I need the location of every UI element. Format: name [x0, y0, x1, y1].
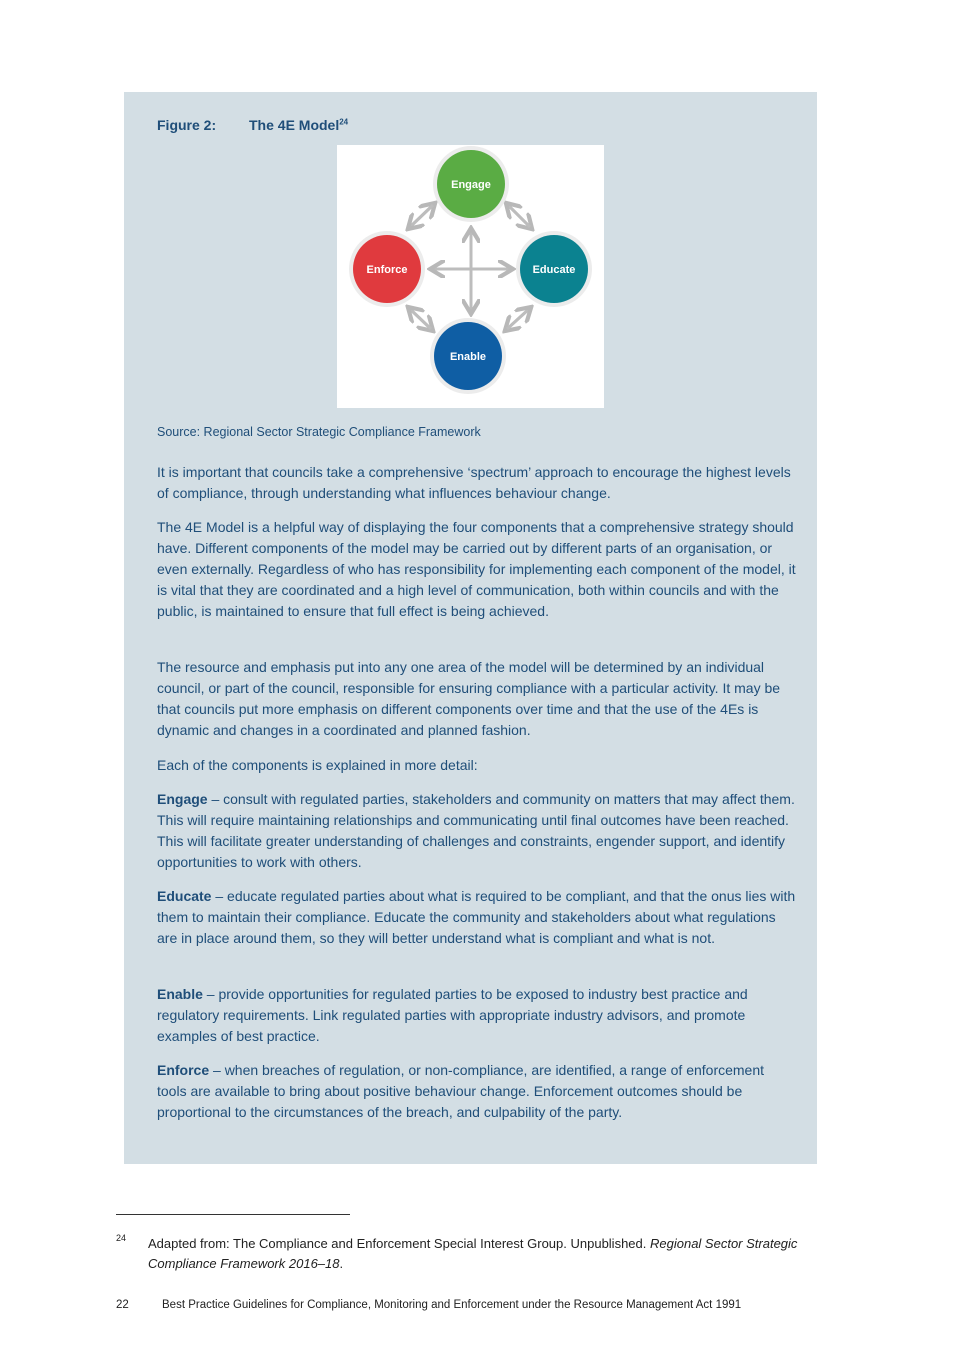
component-enable-term: Enable	[157, 986, 203, 1002]
component-enforce-text: – when breaches of regulation, or non-compliance, are identified, a range of enforcement tools are available to bring about positive behaviour change. Enforcement outcomes should be proportional to the circumstances of the breach, and culpability of the party.	[157, 1062, 765, 1120]
running-footer: Best Practice Guidelines for Compliance, Monitoring and Enforcement under the Resource Management Act 1991	[162, 1299, 742, 1311]
node-engage	[433, 146, 509, 222]
figure-label: Figure 2:	[157, 117, 217, 133]
paragraph-intro: It is important that councils take a comprehensive ‘spectrum’ approach to encourage the highest levels of compliance, through understanding what influences behaviour change.	[157, 464, 791, 501]
node-enable	[430, 318, 506, 394]
footnote-number: 24	[116, 1233, 127, 1243]
paragraph-4e-model: The 4E Model is a helpful way of displaying the four components that a comprehensive strategy should have. Different components of the model may be carried out by different parts of an organisation, or even externally. Regardless of who has responsibility for implementing each component of the model, it is vital that they are coordinated and a high level of communication, both within councils and with the public, is maintained to ensure that full effect is being achieved.	[157, 519, 796, 619]
component-engage	[157, 789, 797, 873]
paragraph-components-intro: Each of the components is explained in more detail:	[157, 757, 478, 773]
node-enforce	[349, 231, 425, 307]
footnote-rule	[116, 1214, 350, 1215]
paragraph-resource: The resource and emphasis put into any one area of the model will be determined by an individual council, or part of the council, responsible for ensuring compliance with a particular activity. It may be that councils put more emphasis on different components over time and that the use of the 4Es is dynamic and changes in a coordinated and planned fashion.	[157, 659, 781, 738]
figure-source: Source: Regional Sector Strategic Compliance Framework	[157, 425, 481, 439]
node-educate	[516, 231, 592, 307]
component-educate-text: – educate regulated parties about what is required to be compliant, and that the onus lies with them to maintain their compliance. Educate the community and stakeholders about what regulations are in place around them, so they will better understand what is compliant and what is not.	[157, 888, 796, 946]
4e-model-svg	[337, 145, 604, 408]
component-enforce	[157, 1060, 797, 1123]
component-educate	[157, 886, 797, 949]
component-enable-text: – provide opportunities for regulated parties to be exposed to industry best practice and regulatory requirements. Link regulated parties with appropriate industry advisors, and promote examples of best practice.	[157, 986, 748, 1044]
4e-model-diagram	[337, 145, 604, 408]
component-engage-text: – consult with regulated parties, stakeholders and community on matters that may affect them. This will require maintaining relationships and communicating until final outcomes have been reached. This will facilitate greater understanding of challenges and constraints, engender support, and identify opportunities to work with others.	[157, 791, 795, 870]
node-enable-label: Enable	[449, 351, 487, 363]
component-enable	[157, 984, 797, 1047]
page-number: 22	[116, 1299, 129, 1311]
node-engage-label: Engage	[451, 179, 491, 191]
component-engage-term: Engage	[157, 791, 208, 807]
figure-title	[157, 117, 348, 133]
figure-title-text: The 4E Model	[249, 117, 340, 133]
footnote-italic-title: Regional Sector Strategic Compliance Framework 2016–18	[148, 1236, 798, 1271]
component-educate-term: Educate	[157, 888, 212, 904]
footnote-text: Adapted from: The Compliance and Enforcement Special Interest Group. Unpublished. Regional Sector Strategic Compliance Framework 2016–18.	[148, 1236, 798, 1271]
node-educate-label: Educate	[532, 264, 576, 276]
component-enforce-term: Enforce	[157, 1062, 210, 1078]
node-enforce-label: Enforce	[366, 264, 408, 276]
footnote-ref: 24	[339, 117, 349, 127]
